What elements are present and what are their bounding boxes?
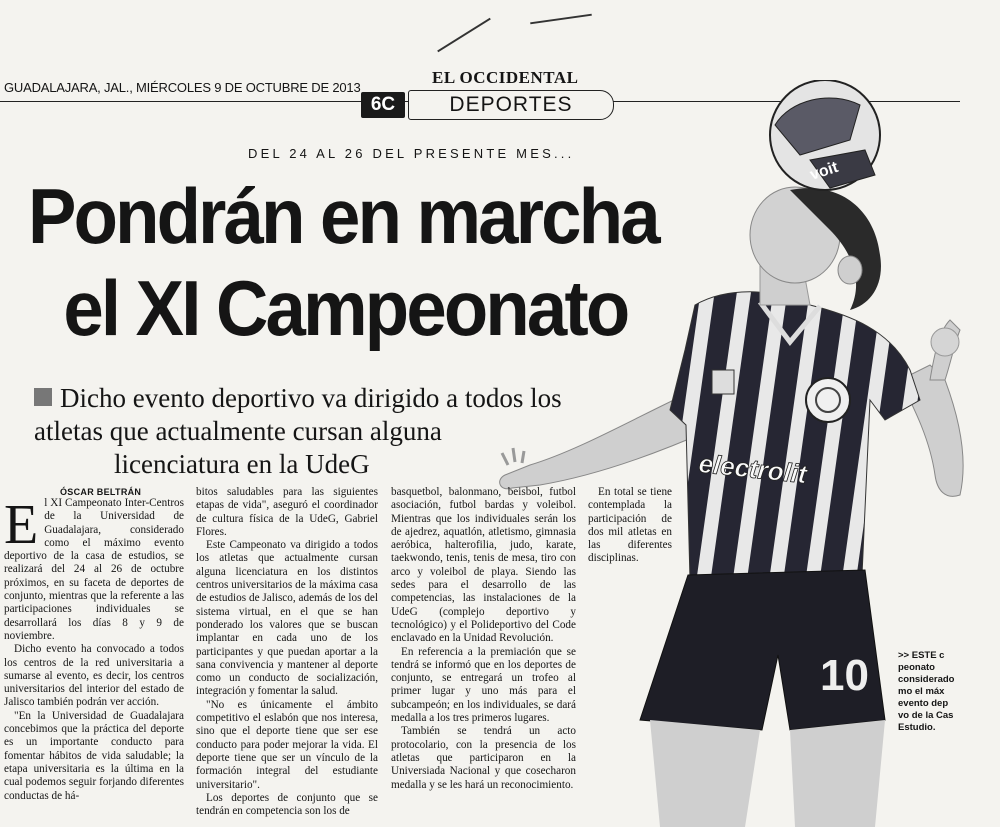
square-bullet-icon <box>34 388 52 406</box>
dropcap: E <box>4 494 39 556</box>
photo-caption <box>898 650 1000 734</box>
article-column-3 <box>391 486 576 792</box>
masthead: EL OCCIDENTAL <box>432 68 579 87</box>
caption-line: evento dep <box>898 698 949 709</box>
dateline: GUADALAJARA, JAL., MIÉRCOLES 9 DE OCTUBRE DE 2013 <box>4 80 361 95</box>
deck-line-2: atletas que actualmente cursan alguna <box>34 416 442 446</box>
paragraph: "No es únicamente el ámbito competitivo el eslabón que nos interesa, sino que el deporte tiene que ser ese conducto para poder mejorar la vida. El deporte tiene que ser un vínculo de la formación integral del estudiante universitario". <box>196 698 378 791</box>
paragraph: bitos saludables para las siguientes etapas de vida", aseguró el coordinador de cultura física de la UdeG, Gabriel Flores. <box>196 486 378 538</box>
paragraph: Este Campeonato va dirigido a todos los atletas que actualmente cursan alguna licenciatura en los distintos centros universitarios de la máxima casa de estudios de Jalisco, además de los del sistema virtual, en el que se han ponderado los valores que se buscan implantar en cada uno de los participantes y que puedan aportar a la sana convivencia y mantener al deporte como un conducto de socialización, integración y fomentar la salud. <box>196 539 378 698</box>
jersey-number: 10 <box>820 651 869 700</box>
caption-line: considerado <box>898 674 955 685</box>
paragraph: Dicho evento ha convocado a todos los centros de la red universitaria a sumarse al evento, es decir, los centros universitarios del interior del estado de Jalisco también podrán ver acción. <box>4 643 184 709</box>
paragraph: También se tendrá un acto protocolario, con la presencia de los atletas que participaron en la Universiada Nacional y que cosecharon medalla y se les hará un reconocimiento. <box>391 725 576 791</box>
paragraph: En total se tiene contemplada la participación de dos mil atletas en las diferentes disciplinas. <box>588 486 672 565</box>
headline <box>28 170 698 354</box>
paragraph: basquetbol, balonmano, beisbol, futbol asociación, futbol bardas y voleibol. Mientras que los individuales serán los de ajedrez, aquatlón, atletismo, gimnasia aeróbica, halterofilia, judo, karate, taekwondo, tenis, tenis de mesa, tiro con arco y voleibol de playa. Siendo las sedes para el desarrollo de las competencias, las instalaciones de la UdeG (complejo deportivo y tecnológico) y el Polideportivo del Code enclavado en la Unidad Revolución. <box>391 486 576 645</box>
caption-line: Estudio. <box>898 722 936 733</box>
section-label: DEPORTES <box>408 90 614 120</box>
article-column-2 <box>196 486 378 818</box>
caption-line: vo de la Cas <box>898 710 954 721</box>
deck-line-1: Dicho evento deportivo va dirigido a todos los <box>60 383 562 413</box>
headline-line-1: Pondrán en marcha <box>28 172 658 260</box>
paragraph: "En la Universidad de Guadalajara concebimos que la práctica del deporte es un importante conducto para fomentar hábitos de vida saludable; la etapa universitaria es la última en la cual podemos seguir forjando diferentes conductas de há- <box>4 709 184 802</box>
pen-scribble <box>437 18 491 53</box>
page-number: 6C <box>361 92 405 118</box>
deck-line-3: licenciatura en la UdeG <box>114 449 370 479</box>
caption-line: peonato <box>898 662 935 673</box>
ball-brand: voit <box>807 158 841 184</box>
article-column-1 <box>4 494 184 803</box>
jersey-sponsor: electrolit <box>697 448 809 490</box>
caption-line: mo el máx <box>898 686 945 697</box>
deck <box>34 382 594 481</box>
paragraph: l XI Campeonato Inter-Centros de la Universidad de Guadalajara, considerado como el máximo evento deportivo de la casa de estudios, se realizará del 24 al 26 de octubre próximos, en su faceta de deportes de conjunto, mientras que la referente a las participaciones individuales se desarrollará los días 8 y 9 de noviembre. <box>4 497 184 642</box>
paragraph: Los deportes de conjunto que se tendrán en competencia son los de <box>196 791 378 818</box>
pen-scribble <box>530 14 592 25</box>
byline: ÓSCAR BELTRÁN <box>60 487 142 497</box>
kicker: DEL 24 AL 26 DEL PRESENTE MES... <box>248 146 575 161</box>
article-column-4 <box>588 486 672 566</box>
caption-line: >> ESTE c <box>898 650 945 661</box>
paragraph: En referencia a la premiación que se tendrá se informó que en los deportes de conjunto, se entregará un trofeo al primer lugar y uno más para el subcampeón; en los individuales, se dará medalla a los tres primeros lugares. <box>391 645 576 725</box>
headline-line-2: el XI Campeonato <box>63 264 628 352</box>
